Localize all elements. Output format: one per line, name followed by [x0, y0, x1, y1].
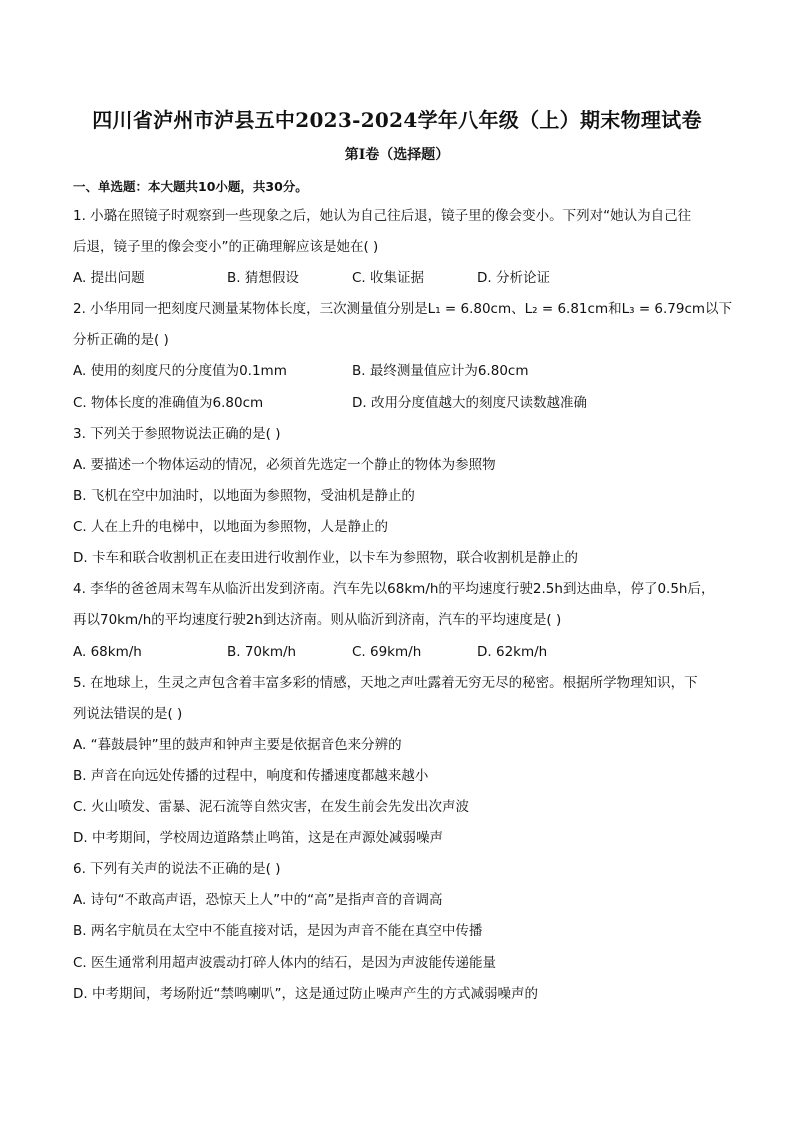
q4-option-b: B. 70km/h	[227, 644, 297, 660]
q2-option-d: D. 改用分度值越大的刻度尺读数越准确	[352, 395, 587, 411]
q3-option-a: A. 要描述一个物体运动的情况，必须首先选定一个静止的物体为参照物	[73, 457, 496, 473]
q1-option-b: B. 猜想假设	[227, 270, 299, 286]
q2-stem-line1: 2. 小华用同一把刻度尺测量某物体长度，三次测量值分别是L₁ = 6.80cm、L₂ = 6.81cm和L₃ = 6.79cm以下	[73, 301, 733, 317]
q1-option-a: A. 提出问题	[73, 270, 145, 286]
q4-option-a: A. 68km/h	[73, 644, 142, 660]
q3-option-b: B. 飞机在空中加油时，以地面为参照物，受油机是静止的	[73, 488, 415, 504]
q4-option-d: D. 62km/h	[477, 644, 548, 660]
q3-option-d: D. 卡车和联合收割机正在麦田进行收割作业，以卡车为参照物，联合收割机是静止的	[73, 550, 578, 566]
q6-option-a: A. 诗句“不敢高声语，恐惊天上人”中的“高”是指声音的音调高	[73, 892, 443, 908]
q2-option-b: B. 最终测量值应计为6.80cm	[352, 363, 529, 379]
q1-option-c: C. 收集证据	[352, 270, 425, 286]
q4-stem-line1: 4. 李华的爸爸周末驾车从临沂出发到济南。汽车先以68km/h的平均速度行驶2.5h到达曲阜，停了0.5h后，	[73, 581, 715, 597]
q5-option-b: B. 声音在向远处传播的过程中，响度和传播速度都越来越小	[73, 768, 429, 784]
q5-stem-line1: 5. 在地球上，生灵之声包含着丰富多彩的情感，天地之声吐露着无穷无尽的秘密。根据所学物理知识，下	[73, 675, 698, 691]
q6-option-c: C. 医生通常利用超声波震动打碎人体内的结石，是因为声波能传递能量	[73, 955, 497, 971]
q6-option-d: D. 中考期间，考场附近“禁鸣喇叭”，这是通过防止噪声产生的方式减弱噪声的	[73, 986, 538, 1002]
q2-stem-line2: 分析正确的是( )	[73, 332, 169, 348]
exam-subtitle: 第Ⅰ卷（选择题）	[344, 147, 450, 163]
q4-stem-line2: 再以70km/h的平均速度行驶2h到达济南。则从临沂到济南，汽车的平均速度是( )	[73, 612, 562, 628]
q6-option-b: B. 两名宇航员在太空中不能直接对话，是因为声音不能在真空中传播	[73, 923, 483, 939]
section-heading: 一、单选题：本大题共10小题，共30分。	[73, 179, 308, 194]
q6-stem-line1: 6. 下列有关声的说法不正确的是( )	[73, 861, 281, 877]
exam-title: 四川省泸州市泸县五中2023-2024学年八年级（上）期末物理试卷	[92, 108, 702, 132]
q5-option-c: C. 火山喷发、雷暴、泥石流等自然灾害，在发生前会先发出次声波	[73, 799, 470, 815]
q5-option-a: A. “暮鼓晨钟”里的鼓声和钟声主要是依据音色来分辨的	[73, 737, 402, 753]
q2-option-c: C. 物体长度的准确值为6.80cm	[73, 395, 264, 411]
q1-option-d: D. 分析论证	[477, 270, 550, 286]
q4-option-c: C. 69km/h	[352, 644, 422, 660]
q3-option-c: C. 人在上升的电梯中，以地面为参照物，人是静止的	[73, 519, 389, 535]
q5-option-d: D. 中考期间，学校周边道路禁止鸣笛，这是在声源处减弱噪声	[73, 830, 443, 846]
q1-stem-line2: 后退，镜子里的像会变小”的正确理解应该是她在( )	[73, 239, 379, 255]
q1-stem-line1: 1. 小璐在照镜子时观察到一些现象之后，她认为自己往后退，镜子里的像会变小。下列对“她认为自己往	[73, 208, 692, 224]
q5-stem-line2: 列说法错误的是( )	[73, 706, 183, 722]
q2-option-a: A. 使用的刻度尺的分度值为0.1mm	[73, 363, 287, 379]
q3-stem-line1: 3. 下列关于参照物说法正确的是( )	[73, 426, 281, 442]
